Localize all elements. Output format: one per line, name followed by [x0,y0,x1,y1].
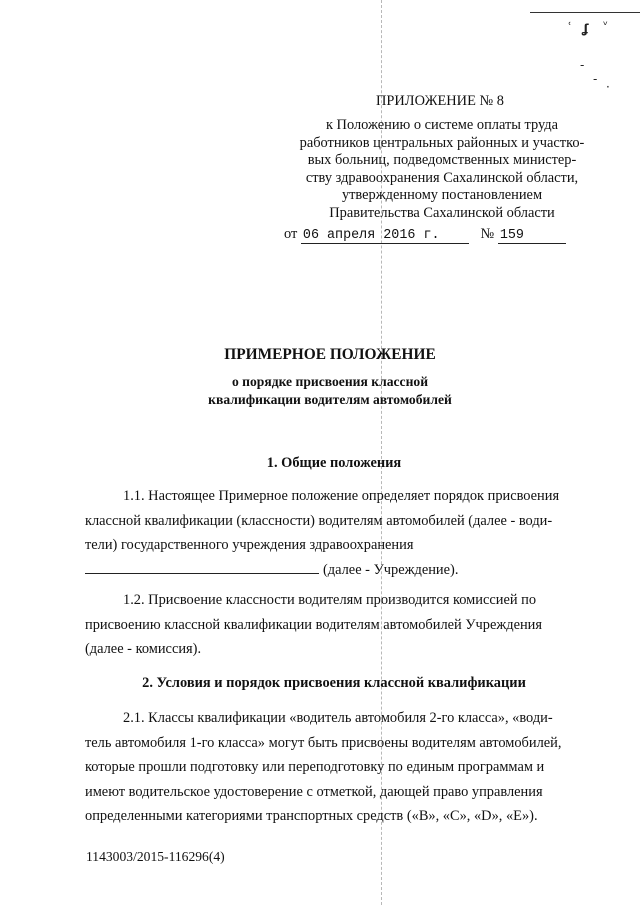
scan-artifact-mark: ᵛ [603,18,609,32]
section-heading: 1. Общие положения [266,455,402,471]
text-line: которые прошли подготовку или переподготовку по единым программам и [85,759,545,776]
text-line [85,558,585,583]
paragraph-2-1 [85,706,585,829]
section-heading: 2. Условия и порядок присвоения классной квалификации [142,675,526,691]
appendix-line: к Положению о системе оплаты труда [325,117,559,133]
scan-artifact-mark: - [580,58,585,72]
word: государственного [120,537,229,554]
appendix-line: работников центральных районных и участко- [299,134,585,151]
appendix-line: утвержденному постановлением [341,187,543,203]
document-code: 1143003/2015-116296(4) [86,849,225,864]
scan-artifact-line [530,12,640,13]
paragraph-1-2 [85,588,585,662]
text-line: 1.2. Присвоение классности водителям производится комиссией по [123,592,537,608]
scan-artifact-mark: - [593,72,598,86]
resolution-number: 159 [498,228,566,244]
text-line: классной квалификации (классности) водителям автомобилей (далее - води- [85,512,553,529]
subtitle-line: квалификации водителям автомобилей [208,392,452,407]
text-line: определенными категориями транспортных средств («B», «C», «D», «E»). [85,808,538,825]
word: тели) [85,537,118,554]
line-tail: (далее - Учреждение). [323,561,459,578]
text-line [85,533,585,558]
text-line: (далее - комиссия). [85,641,202,658]
appendix-line: Правительства Сахалинской области [329,204,555,221]
text-line: 1.1. Настоящее Примерное положение определяет порядок присвоения [123,488,560,504]
scan-artifact-mark: · [606,80,610,94]
document-subtitle [120,373,540,409]
text-line: присвоению классной квалификации водителям автомобилей Учреждения [85,616,542,633]
document-title: ПРИМЕРНОЕ ПОЛОЖЕНИЕ [224,346,436,363]
number-label: № [480,226,495,242]
appendix-line: вых больниц, подведомственных министер- [307,152,577,168]
text-line: 2.1. Классы квалификации «водитель автомобиля 2-го класса», «води- [123,710,553,726]
from-label: от [284,226,298,242]
subtitle-line: о порядке присвоения классной [231,374,429,389]
appendix-title: ПРИЛОЖЕНИЕ № 8 [376,93,504,109]
text-line: имеют водительское удостоверение с отметкой, дающей право управления [85,783,543,800]
resolution-date: 06 апреля 2016 г. [301,228,469,244]
appendix-line: ству здравоохранения Сахалинской области, [305,169,579,186]
word: здравоохранения [309,537,414,554]
resolution-date-line [284,226,566,244]
paragraph-1-1 [85,484,585,582]
scan-artifact-mark: ʆ [582,22,589,36]
appendix-reference [282,117,602,222]
institution-name-blank [85,559,319,574]
scan-artifact-mark: ʿ [568,20,572,34]
text-line: тель автомобиля 1-го класса» могут быть присвоены водителям автомобилей, [85,734,562,751]
word: учреждения [232,537,306,554]
